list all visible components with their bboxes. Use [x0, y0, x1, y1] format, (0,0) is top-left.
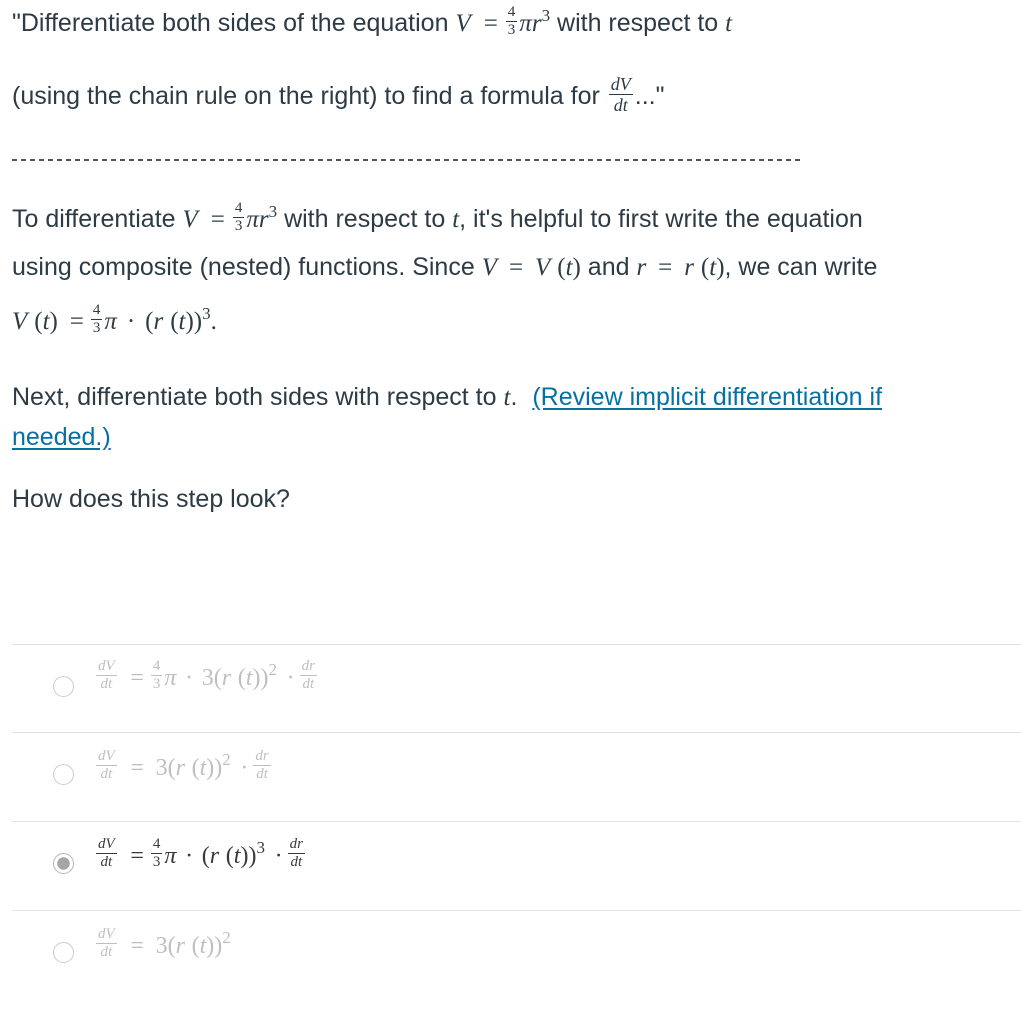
math-exponent: 2: [268, 659, 277, 679]
math-fraction-dV-dt: $\frac{dV}{dt}$: [610, 74, 631, 115]
explanation-text-1c: , it's helpful to first write the equation: [459, 205, 863, 234]
math-V: V: [481, 254, 497, 281]
math-equals: =: [130, 932, 144, 959]
math-cdot: ·: [126, 308, 136, 336]
math-pi: π: [164, 842, 177, 869]
math-cdot: ·: [185, 842, 194, 869]
math-cdot: ·: [240, 754, 249, 781]
math-r: r: [175, 932, 185, 959]
math-r: r: [175, 754, 185, 781]
math-exponent: 2: [222, 927, 231, 947]
math-t: t: [709, 254, 717, 281]
math-equals: =: [130, 664, 144, 691]
math-paren: ): [716, 254, 725, 281]
choice-d-formula[interactable]: [94, 926, 231, 963]
quote-with-text: with respect to: [557, 9, 719, 38]
math-paren: (: [700, 254, 710, 281]
math-coefficient: 3: [155, 754, 168, 781]
choice-a-formula[interactable]: [94, 658, 319, 695]
math-paren: (: [201, 842, 210, 869]
math-paren: ): [206, 754, 215, 781]
math-paren: (: [34, 308, 43, 336]
math-t: t: [245, 664, 253, 691]
math-r: r: [209, 842, 220, 869]
math-fraction-4-3: $\frac{4}{3}$: [152, 658, 161, 692]
math-equals: =: [483, 10, 498, 38]
explanation-text-4a: Next, differentiate both sides with respect to: [12, 383, 497, 411]
math-r: r: [258, 206, 269, 234]
math-period: .: [210, 308, 217, 336]
math-paren: (: [170, 308, 179, 336]
question-text: How does this step look?: [12, 485, 290, 513]
math-equals: =: [130, 842, 144, 869]
math-fraction-dV-dt: $\frac{dV}{dt}$: [98, 836, 115, 870]
math-t: t: [42, 308, 50, 336]
math-paren: ): [185, 308, 194, 336]
math-exponent: 2: [222, 749, 231, 769]
math-fraction-dr-dt: $\frac{dr}{dt}$: [255, 748, 269, 782]
explanation-line-3: [12, 302, 217, 339]
math-paren: ): [193, 308, 203, 336]
choice-separator: [12, 821, 1021, 822]
math-paren: (: [213, 664, 222, 691]
math-t: t: [452, 206, 460, 234]
math-paren: (: [225, 842, 234, 869]
math-r: r: [636, 254, 647, 281]
choice-c-radio[interactable]: [53, 853, 74, 874]
math-paren: ): [49, 308, 58, 336]
math-paren: (: [237, 664, 246, 691]
explanation-text-2b: and: [587, 253, 630, 281]
math-paren: (: [557, 254, 566, 281]
math-paren: (: [191, 754, 200, 781]
explanation-text-1a: To differentiate: [12, 205, 176, 234]
explanation-line-2: [12, 252, 877, 283]
math-t: t: [233, 842, 241, 869]
math-fraction-dV-dt: $\frac{dV}{dt}$: [98, 926, 115, 960]
dashed-divider: [12, 159, 800, 161]
math-equals: =: [210, 206, 225, 234]
math-paren: ): [260, 664, 269, 691]
quote-line-1: [12, 4, 733, 41]
math-cdot: ·: [286, 664, 295, 691]
math-paren: ): [240, 842, 249, 869]
math-paren: (: [145, 308, 154, 336]
math-t: t: [199, 754, 207, 781]
explanation-text-4b: .: [510, 383, 518, 411]
math-fraction-dV-dt: $\frac{dV}{dt}$: [98, 658, 115, 692]
choice-b-formula[interactable]: [94, 748, 273, 785]
math-equals: =: [658, 254, 673, 281]
math-r: r: [221, 664, 232, 691]
review-link-continued[interactable]: needed.): [12, 423, 111, 451]
quote-line-2: [12, 74, 665, 117]
math-fraction-dr-dt: $\frac{dr}{dt}$: [289, 836, 303, 870]
math-t: t: [503, 384, 511, 411]
math-t: t: [565, 254, 573, 281]
explanation-line-4: [12, 382, 882, 413]
math-paren: (: [191, 932, 200, 959]
math-exponent: 3: [541, 6, 551, 26]
math-r: r: [153, 308, 164, 336]
math-fraction-dr-dt: $\frac{dr}{dt}$: [301, 658, 315, 692]
math-V: V: [455, 10, 471, 38]
math-r: r: [684, 254, 694, 281]
quote-text-1: "Differentiate both sides of the equation: [12, 9, 449, 38]
math-fraction-dV-dt: $\frac{dV}{dt}$: [98, 748, 115, 782]
math-paren: ): [206, 932, 215, 959]
math-r: r: [531, 10, 542, 38]
math-pi: π: [104, 308, 117, 336]
math-pi: π: [519, 10, 532, 38]
math-exponent: 3: [256, 837, 265, 857]
choice-b-radio[interactable]: [53, 764, 74, 785]
math-equals: =: [508, 254, 524, 281]
math-exponent: 3: [202, 304, 211, 324]
math-paren: (: [167, 932, 176, 959]
explanation-line-1: [12, 200, 863, 237]
choice-separator: [12, 910, 1021, 911]
choice-c-formula[interactable]: [94, 836, 307, 873]
math-coefficient: 3: [201, 664, 214, 691]
math-paren: (: [167, 754, 176, 781]
math-paren: ): [214, 754, 223, 781]
math-cdot: ·: [185, 664, 194, 691]
quote-end: ...": [634, 82, 665, 111]
math-fraction-4-3: $\frac{4}{3}$: [507, 4, 516, 38]
math-equals: =: [69, 308, 84, 336]
explanation-text-2c: , we can write: [724, 253, 878, 281]
math-coefficient: 3: [155, 932, 168, 959]
math-V: V: [12, 308, 28, 336]
math-t: t: [178, 308, 186, 336]
explanation-text-2a: using composite (nested) functions. Since: [12, 253, 475, 281]
math-pi: π: [246, 206, 259, 234]
choice-a-radio[interactable]: [53, 676, 74, 697]
choice-separator: [12, 644, 1021, 645]
math-t: t: [199, 932, 207, 959]
math-fraction-4-3: $\frac{4}{3}$: [92, 302, 101, 336]
explanation-line-5: [12, 422, 111, 452]
math-exponent: 3: [268, 202, 278, 222]
math-fraction-4-3: $\frac{4}{3}$: [234, 200, 243, 234]
math-cdot: ·: [274, 842, 283, 869]
explanation-text-1b: with respect to: [284, 205, 446, 234]
math-paren: ): [572, 254, 581, 281]
math-pi: π: [164, 664, 177, 691]
math-paren: ): [248, 842, 257, 869]
math-t: t: [725, 10, 733, 38]
math-paren: ): [214, 932, 223, 959]
math-equals: =: [130, 754, 144, 781]
quote-text-2: (using the chain rule on the right) to find a formula for: [12, 82, 600, 111]
math-paren: ): [252, 664, 261, 691]
choice-d-radio[interactable]: [53, 942, 74, 963]
choice-separator: [12, 732, 1021, 733]
review-link[interactable]: (Review implicit differentiation if: [532, 383, 883, 411]
math-V: V: [535, 254, 551, 281]
math-V: V: [182, 206, 198, 234]
math-fraction-4-3: $\frac{4}{3}$: [152, 836, 161, 870]
